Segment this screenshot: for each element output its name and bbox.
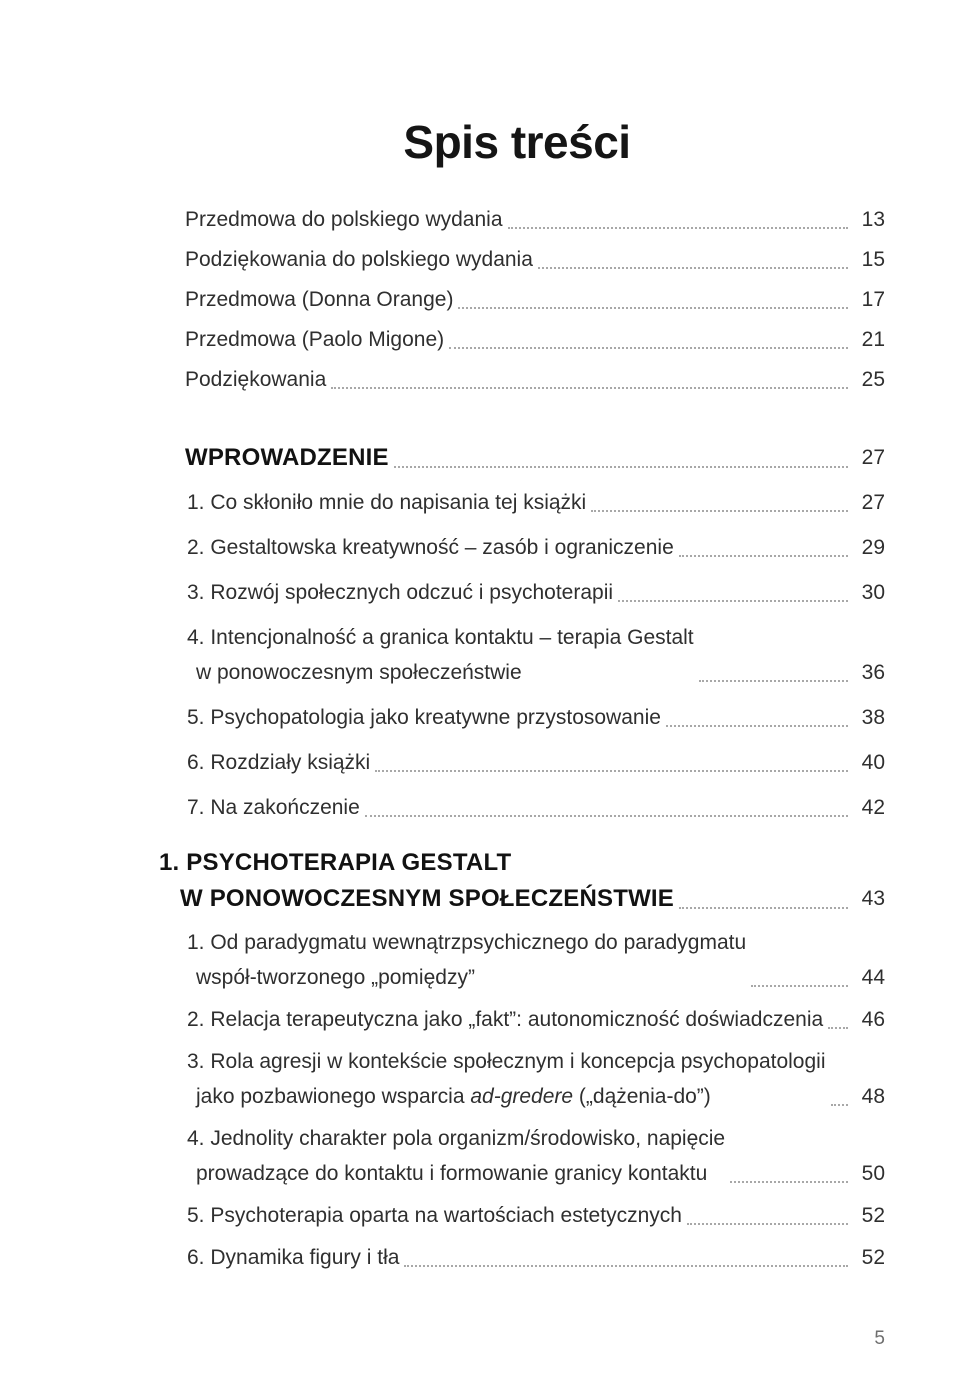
text-segment: WPROWADZENIE xyxy=(185,444,389,471)
dot-leader xyxy=(458,307,848,309)
dot-leader xyxy=(591,510,848,512)
dot-leader xyxy=(508,227,848,229)
entry-page-number: 48 xyxy=(861,1085,885,1108)
entry-page-number: 42 xyxy=(861,796,885,819)
dot-leader xyxy=(679,907,848,909)
dot-leader xyxy=(751,985,848,987)
toc-entry-row xyxy=(185,242,885,277)
text-segment: 4. Intencjonalność a granica kontaktu – terapia Gestalt xyxy=(187,626,694,649)
toc-entry-row xyxy=(185,745,885,780)
text-segment: 4. Jednolity charakter pola organizm/środowisko, napięcie xyxy=(187,1127,726,1150)
entry-title xyxy=(185,362,326,397)
dot-leader xyxy=(679,555,848,557)
text-segment: 2. Relacja terapeutyczna jako „fakt”: autonomiczność doświadczenia xyxy=(187,1008,824,1031)
entry-page-number: 21 xyxy=(861,328,885,351)
dot-leader xyxy=(365,815,848,817)
text-segment: w ponowoczesnym społeczeństwie xyxy=(196,661,522,684)
page-number-folio: 5 xyxy=(874,1328,885,1349)
text-segment: („dążenia-do”) xyxy=(573,1085,711,1108)
section-heading-row xyxy=(185,440,885,476)
entry-title xyxy=(187,485,586,520)
dot-leader xyxy=(666,725,848,727)
toc-entry-row xyxy=(185,202,885,237)
dot-leader xyxy=(828,1027,848,1029)
entry-title xyxy=(187,1121,725,1191)
section-items xyxy=(185,925,885,1275)
text-segment: prowadzące do kontaktu i formowanie granicy kontaktu xyxy=(196,1162,708,1185)
entry-page-number: 40 xyxy=(861,751,885,774)
dot-leader xyxy=(394,466,848,468)
toc-entry-row xyxy=(185,925,885,995)
toc-entry-row xyxy=(185,1198,885,1233)
dot-leader xyxy=(449,347,848,349)
entry-title xyxy=(185,322,444,357)
dot-leader xyxy=(687,1223,848,1225)
entry-page-number: 13 xyxy=(861,208,885,231)
text-segment: współ-tworzonego „pomiędzy” xyxy=(196,966,475,989)
text-segment: 2. Gestaltowska kreatywność – zasób i ograniczenie xyxy=(187,536,674,559)
toc-entry-row xyxy=(185,1002,885,1037)
dot-leader xyxy=(699,680,848,682)
text-segment: 5. Psychopatologia jako kreatywne przystosowanie xyxy=(187,706,661,729)
entry-title xyxy=(187,575,613,610)
text-segment: 3. Rola agresji w kontekście społecznym i koncepcja psychopatologii xyxy=(187,1050,826,1073)
toc-entry-row xyxy=(185,530,885,565)
entry-page-number: 29 xyxy=(861,536,885,559)
dot-leader xyxy=(404,1265,848,1267)
entry-title xyxy=(187,925,746,995)
italic-text: ad-gredere xyxy=(470,1085,574,1108)
entry-title xyxy=(187,790,360,825)
text-segment: jako pozbawionego wsparcia xyxy=(196,1085,471,1108)
entry-title xyxy=(187,700,661,735)
dot-leader xyxy=(375,770,848,772)
entry-page-number: 25 xyxy=(861,368,885,391)
toc-entry-row xyxy=(185,485,885,520)
toc-entry-row xyxy=(185,1121,885,1191)
entry-title xyxy=(187,745,370,780)
entry-page-number: 43 xyxy=(861,887,885,910)
text-segment: Przedmowa do polskiego wydania xyxy=(185,208,503,231)
toc-entry-row xyxy=(185,282,885,317)
entry-title xyxy=(185,440,389,476)
text-segment: W PONOWOCZESNYM SPOŁECZEŃSTWIE xyxy=(180,885,675,912)
entry-page-number: 52 xyxy=(861,1204,885,1227)
entry-title xyxy=(187,1240,399,1275)
entry-title xyxy=(159,845,674,917)
toc-entry-row xyxy=(185,322,885,357)
entry-page-number: 30 xyxy=(861,581,885,604)
entry-title xyxy=(187,1198,682,1233)
entry-page-number: 44 xyxy=(861,966,885,989)
toc-entry-row xyxy=(185,700,885,735)
dot-leader xyxy=(618,600,848,602)
entry-page-number: 46 xyxy=(861,1008,885,1031)
toc-entry-row xyxy=(185,575,885,610)
text-segment: 1. PSYCHOTERAPIA GESTALT xyxy=(159,849,512,876)
dot-leader xyxy=(331,387,848,389)
text-segment: 5. Psychoterapia oparta na wartościach estetycznych xyxy=(187,1204,682,1227)
entry-title xyxy=(185,202,503,237)
toc-section xyxy=(159,845,885,1275)
entry-page-number: 50 xyxy=(861,1162,885,1185)
toc xyxy=(159,202,885,1275)
entry-title xyxy=(187,1002,823,1037)
entry-page-number: 27 xyxy=(861,491,885,514)
text-segment: 6. Rozdziały książki xyxy=(187,751,371,774)
dot-leader xyxy=(730,1181,848,1183)
entry-page-number: 38 xyxy=(861,706,885,729)
entry-title xyxy=(187,530,674,565)
text-segment: 3. Rozwój społecznych odczuć i psychoterapii xyxy=(187,581,614,604)
entry-page-number: 17 xyxy=(861,288,885,311)
toc-entry-row xyxy=(185,620,885,690)
section-items xyxy=(185,485,885,825)
text-segment: Podziękowania xyxy=(185,368,327,391)
section-heading-row xyxy=(159,845,885,917)
toc-content xyxy=(159,0,885,1282)
text-segment: Przedmowa (Paolo Migone) xyxy=(185,328,445,351)
toc-entry-row xyxy=(185,1044,885,1114)
page-title: Spis treści xyxy=(403,116,631,168)
toc-entry-row xyxy=(185,1240,885,1275)
dot-leader xyxy=(831,1104,849,1106)
toc-entry-row xyxy=(185,362,885,397)
entry-title xyxy=(187,1044,826,1114)
entry-title xyxy=(187,620,694,690)
entry-title xyxy=(185,282,453,317)
text-segment: 7. Na zakończenie xyxy=(187,796,360,819)
dot-leader xyxy=(538,267,848,269)
text-segment: Podziękowania do polskiego wydania xyxy=(185,248,533,271)
entry-page-number: 15 xyxy=(861,248,885,271)
toc-section xyxy=(185,440,885,825)
text-segment: 1. Co skłoniło mnie do napisania tej książki xyxy=(187,491,587,514)
toc-entry-row xyxy=(185,790,885,825)
text-segment: 6. Dynamika figury i tła xyxy=(187,1246,400,1269)
text-segment: 1. Od paradygmatu wewnątrzpsychicznego do paradygmatu xyxy=(187,931,747,954)
entry-page-number: 36 xyxy=(861,661,885,684)
entry-page-number: 27 xyxy=(861,446,885,469)
entry-page-number: 52 xyxy=(861,1246,885,1269)
entry-title xyxy=(185,242,533,277)
text-segment: Przedmowa (Donna Orange) xyxy=(185,288,454,311)
